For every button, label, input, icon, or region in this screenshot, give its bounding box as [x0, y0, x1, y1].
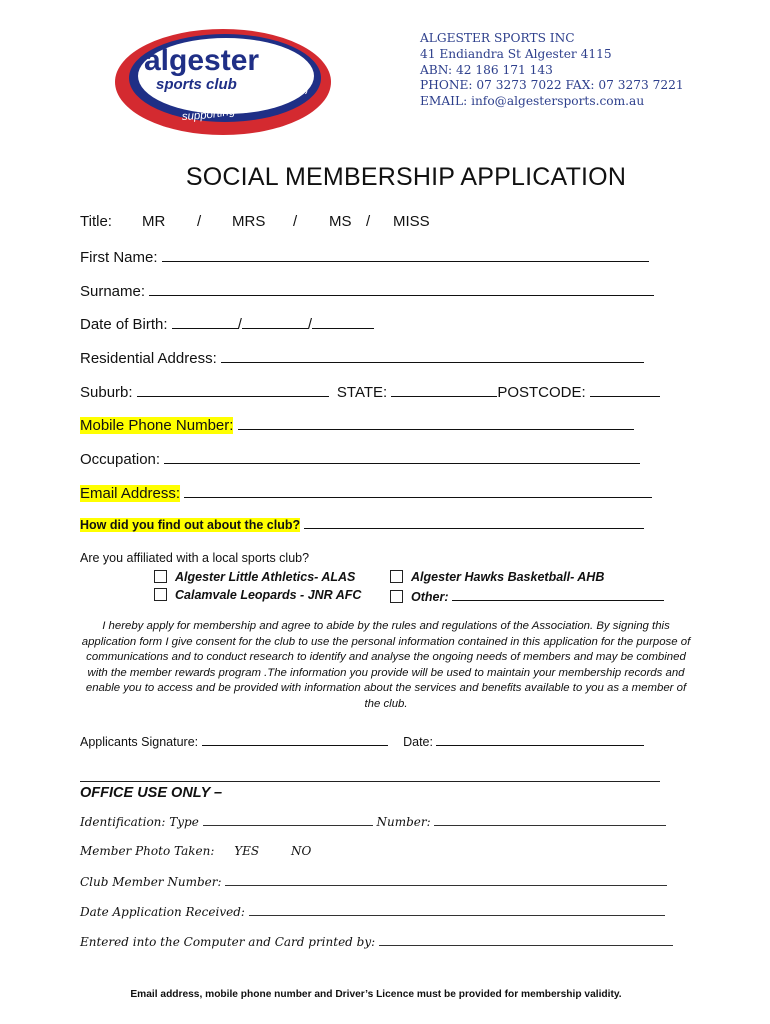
- address-field[interactable]: [221, 348, 644, 363]
- logo-subtitle: sports club: [156, 76, 237, 93]
- date-label: Date:: [403, 735, 433, 749]
- postcode-label: POSTCODE:: [497, 384, 586, 401]
- email-row: [80, 483, 652, 502]
- affiliation-option-ahb[interactable]: [390, 570, 604, 584]
- entered-by-field[interactable]: [379, 934, 673, 946]
- other-club-field[interactable]: [452, 588, 664, 601]
- title-option-mrs[interactable]: MRS: [232, 213, 266, 230]
- occupation-row: [80, 449, 640, 468]
- title-separator: /: [293, 213, 298, 230]
- dob-month-field[interactable]: [242, 314, 308, 329]
- dob-separator: /: [307, 316, 313, 333]
- identification-row: [80, 814, 666, 829]
- signature-label: Applicants Signature:: [80, 735, 199, 749]
- logo-tagline: supporting our community: [181, 81, 312, 124]
- org-address: 41 Endiandra St Algester 4115: [420, 46, 612, 61]
- title-row: [80, 213, 480, 233]
- surname-label: Surname:: [80, 283, 146, 300]
- club-number-field[interactable]: [225, 874, 667, 886]
- suburb-row: [80, 382, 660, 401]
- mobile-label: Mobile Phone Number:: [80, 417, 234, 434]
- entered-label: Entered into the Computer and Card printed by:: [80, 935, 376, 949]
- identification-number-field[interactable]: [434, 814, 666, 826]
- date-received-row: [80, 904, 665, 919]
- checkbox[interactable]: [390, 590, 403, 603]
- first-name-field[interactable]: [162, 247, 649, 262]
- org-abn: ABN: 42 186 171 143: [420, 62, 553, 77]
- affiliation-option-label: Algester Little Athletics- ALAS: [175, 570, 356, 584]
- affiliation-option-jnr-afc[interactable]: [154, 588, 361, 602]
- declaration-text: I hereby apply for membership and agree to abide by the rules and regulations of the Association. By signing this application form I give consent for the club to use the personal information contained in this application for the purpose of communications and to conduct research to identify and analyse the ongoing needs of members and may be combined with the member rewards program .The information you provide will be used to maintain your membership records and enable you to access and be provided with information about the services and benefits available to you as a member of the club.: [81, 620, 691, 710]
- surname-row: [80, 281, 654, 300]
- org-name: ALGESTER SPORTS INC: [420, 31, 575, 45]
- find-out-field[interactable]: [304, 516, 644, 529]
- checkbox[interactable]: [390, 570, 403, 583]
- title-option-mr[interactable]: MR: [142, 213, 166, 230]
- affiliation-option-label: Calamvale Leopards - JNR AFC: [175, 588, 362, 602]
- checkbox[interactable]: [154, 570, 167, 583]
- suburb-field[interactable]: [137, 382, 329, 397]
- dob-day-field[interactable]: [172, 314, 238, 329]
- surname-field[interactable]: [149, 281, 654, 296]
- occupation-label: Occupation:: [80, 451, 161, 468]
- postcode-field[interactable]: [590, 382, 660, 397]
- affiliation-option-alas[interactable]: [154, 570, 355, 584]
- email-field[interactable]: [184, 483, 652, 498]
- affiliation-option-label: Algester Hawks Basketball- AHB: [411, 570, 605, 584]
- affiliation-option-other[interactable]: [390, 588, 664, 604]
- org-phone: PHONE: 07 3273 7022 FAX: 07 3273 7221: [420, 78, 684, 93]
- number-label: Number:: [376, 815, 431, 829]
- photo-label: Member Photo Taken:: [80, 844, 215, 858]
- mobile-field[interactable]: [238, 415, 634, 430]
- address-label: Residential Address:: [80, 350, 217, 367]
- photo-row: [80, 844, 311, 858]
- find-out-row: [80, 516, 644, 532]
- mobile-row: [80, 415, 634, 434]
- first-name-label: First Name:: [80, 249, 158, 266]
- state-field[interactable]: [391, 382, 497, 397]
- address-row: [80, 348, 644, 367]
- algester-logo: [112, 26, 334, 138]
- date-field[interactable]: [436, 733, 644, 746]
- occupation-field[interactable]: [164, 449, 640, 464]
- photo-no-option[interactable]: NO: [290, 844, 312, 858]
- dob-label: Date of Birth:: [80, 316, 168, 333]
- title-separator: /: [197, 213, 202, 230]
- identification-type-field[interactable]: [203, 814, 373, 826]
- page-title: SOCIAL MEMBERSHIP APPLICATION: [185, 163, 627, 191]
- dob-row: [80, 314, 374, 333]
- affiliation-question: Are you affiliated with a local sports club?: [80, 551, 310, 565]
- identification-label: Identification: Type: [80, 815, 199, 829]
- entered-row: [80, 934, 673, 949]
- org-info: [420, 31, 684, 110]
- photo-yes-option[interactable]: YES: [234, 844, 260, 858]
- office-use-title: OFFICE USE ONLY –: [80, 785, 223, 801]
- org-email: EMAIL: info@algestersports.com.au: [420, 94, 645, 109]
- signature-field[interactable]: [202, 733, 388, 746]
- title-option-miss[interactable]: MISS: [393, 213, 430, 230]
- dob-separator: /: [237, 316, 242, 333]
- footer-note: Email address, mobile phone number and Driver’s Licence must be provided for membership validity.: [130, 989, 622, 1000]
- email-label: Email Address:: [80, 485, 181, 502]
- suburb-label: Suburb:: [80, 384, 133, 401]
- title-separator: /: [366, 213, 371, 230]
- date-received-field[interactable]: [249, 904, 665, 916]
- dob-year-field[interactable]: [312, 314, 374, 329]
- affiliation-option-label: Other:: [411, 590, 449, 604]
- logo-name: algester: [144, 44, 260, 77]
- first-name-row: [80, 247, 649, 266]
- club-number-row: [80, 874, 667, 889]
- date-received-label: Date Application Received:: [80, 905, 245, 919]
- state-label: STATE:: [336, 384, 388, 401]
- title-option-ms[interactable]: MS: [329, 213, 352, 230]
- title-label: Title:: [80, 213, 112, 230]
- club-number-label: Club Member Number:: [80, 875, 222, 889]
- checkbox[interactable]: [154, 588, 167, 601]
- section-divider: [80, 781, 660, 782]
- signature-row: [80, 733, 644, 749]
- find-out-label: How did you find out about the club?: [80, 518, 301, 532]
